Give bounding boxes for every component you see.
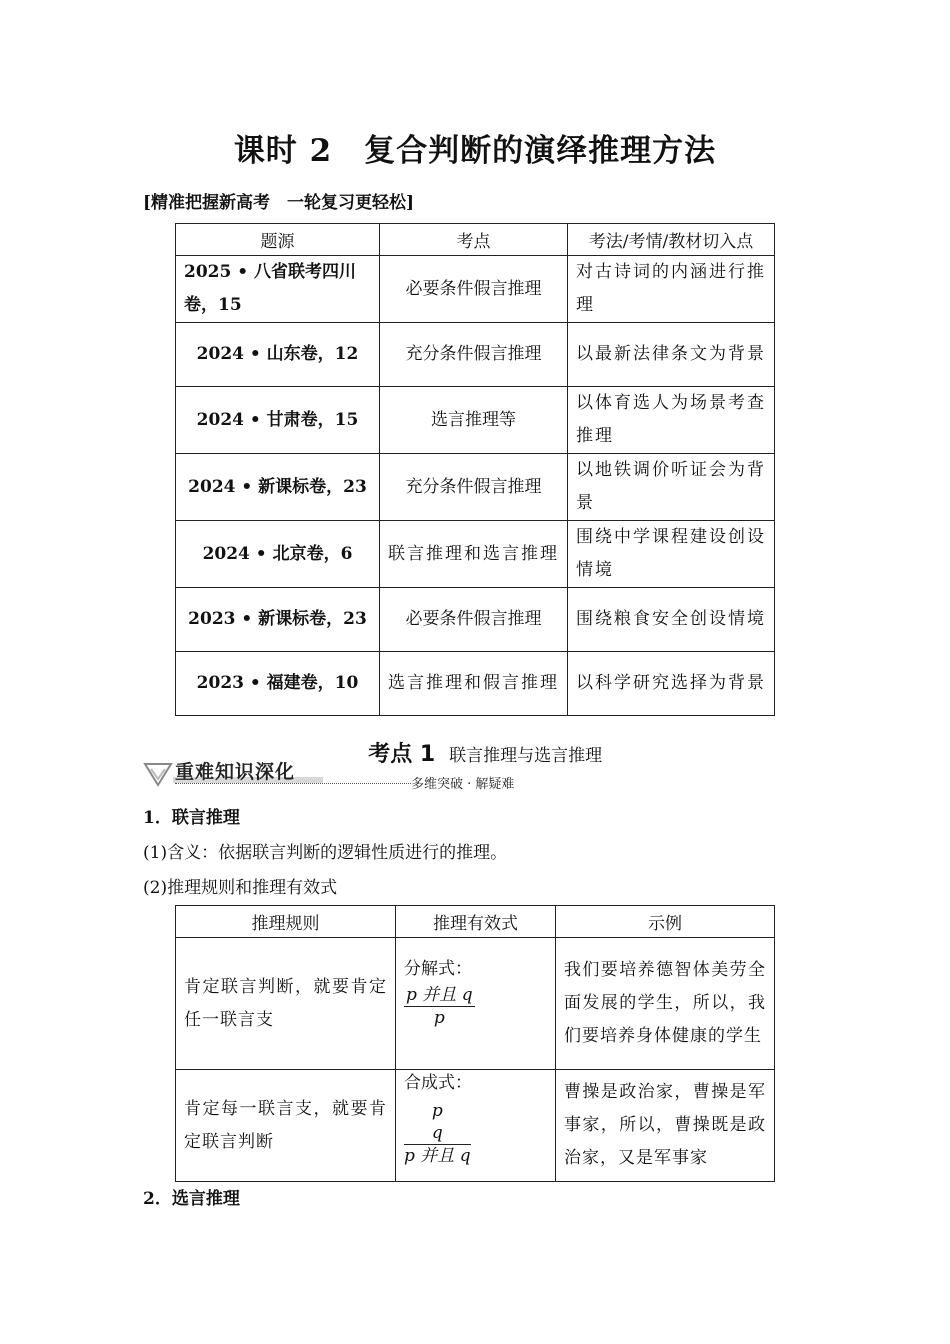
fraction [404,1100,471,1167]
source-cell: 2024 • 甘肃卷，15 [176,387,380,454]
table-row [176,652,775,716]
form-label: 合成式： [404,1073,472,1093]
table-row [176,938,775,1070]
example-cell: 我们要培养德智体美劳全面发展的学生，所以，我们要培养身体健康的学生 [556,938,775,1070]
banner-dotted-line [175,783,411,784]
cut-cell: 以地铁调价听证会为背景 [568,454,775,521]
banner-title: 重难知识深化 [175,761,296,783]
source-cell: 2024 • 山东卷，12 [176,323,380,387]
source-cell: 2023 • 新课标卷，23 [176,588,380,652]
point-cell: 必要条件假言推理 [380,588,568,652]
source-cell: 2023 • 福建卷，10 [176,652,380,716]
table-header-row [176,906,775,938]
table-row [176,521,775,588]
cut-cell: 围绕粮食安全创设情境 [568,588,775,652]
table-row [176,1070,775,1182]
fraction [404,984,475,1029]
triangle-check-icon [143,761,173,787]
point-cell: 联言推理和选言推理 [380,521,568,588]
table-row [176,256,775,323]
source-cell: 2024 • 新课标卷，23 [176,454,380,521]
cut-cell: 围绕中学课程建设创设情境 [568,521,775,588]
point-cell: 选言推理和假言推理 [380,652,568,716]
rules-heading: (2)推理规则和推理有效式 [143,878,338,898]
point-cell: 充分条件假言推理 [380,454,568,521]
premise-line: p [431,1101,443,1121]
definition-text: (1)含义：依据联言判断的逻辑性质进行的推理。 [143,843,508,863]
point-cell: 充分条件假言推理 [380,323,568,387]
rule-cell: 肯定联言判断，就要肯定任一联言支 [176,938,396,1070]
point-cell: 必要条件假言推理 [380,256,568,323]
cut-cell: 对古诗词的内涵进行推理 [568,256,775,323]
rule-cell: 肯定每一联言支，就要肯定联言判断 [176,1070,396,1182]
form-cell [396,1070,556,1182]
table-row [176,588,775,652]
table-header: 题源 [176,224,380,256]
cut-cell: 以体育选人为场景考查推理 [568,387,775,454]
section-banner [143,757,543,791]
form-cell [396,938,556,1070]
table-row [176,454,775,521]
exam-source-table [175,223,775,716]
table-row [176,323,775,387]
fraction-denominator: p 并且 q [404,1146,471,1166]
table-header: 示例 [556,906,775,938]
section-heading: 1．联言推理 [143,808,240,828]
table-header: 推理规则 [176,906,396,938]
kaodian-name: 联言推理与选言推理 [449,746,603,766]
table-header: 推理有效式 [396,906,556,938]
source-cell: 2024 • 北京卷，6 [176,521,380,588]
fraction-numerator: q [404,1122,471,1145]
table-row [176,387,775,454]
page-subtitle: [精准把握新高考 一轮复习更轻松] [143,193,415,213]
example-cell: 曹操是政治家，曹操是军事家，所以，曹操既是政治家，又是军事家 [556,1070,775,1182]
table-header: 考法/考情/教材切入点 [568,224,775,256]
page-title: 课时 2 复合判断的演绎推理方法 [233,133,717,169]
table-header-row [176,224,775,256]
kaodian-label: 考点 1 [368,742,436,767]
fraction-denominator: p [433,1008,445,1028]
point-cell: 选言推理等 [380,387,568,454]
banner-subtitle: 多维突破 · 解疑难 [411,777,515,792]
source-cell: 2025 • 八省联考四川卷，15 [176,256,380,323]
form-label: 分解式： [404,959,472,979]
rules-table [175,905,775,1182]
cut-cell: 以最新法律条文为背景 [568,323,775,387]
table-header: 考点 [380,224,568,256]
cut-cell: 以科学研究选择为背景 [568,652,775,716]
section-heading: 2．选言推理 [143,1189,240,1209]
fraction-numerator: p 并且 q [406,985,473,1005]
